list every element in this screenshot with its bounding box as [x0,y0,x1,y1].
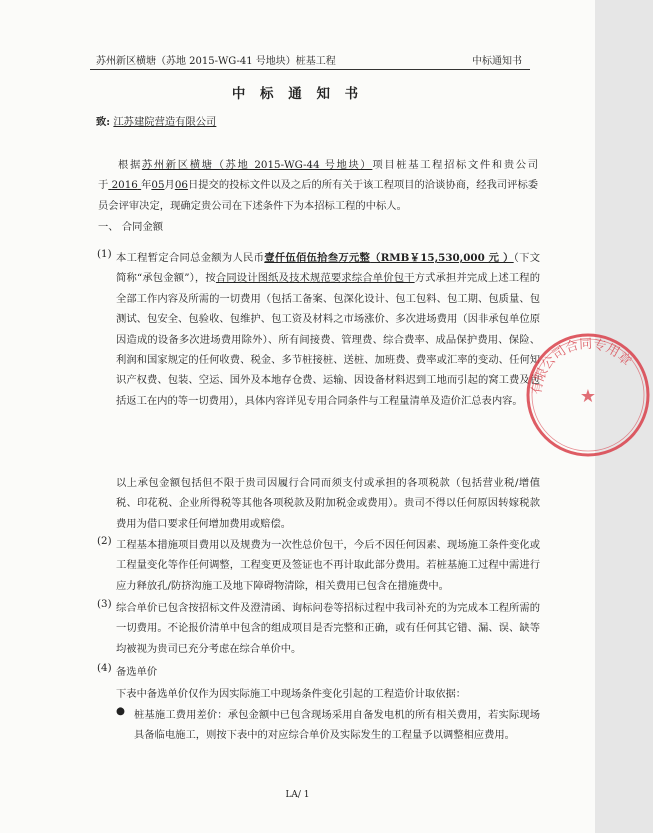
item-4-number: (4) [97,662,112,674]
pricing-basis: 合同设计图纸及技术规范要求综合单价包干 [215,272,415,285]
seal-text: 有限公司合同专用章 [529,336,634,396]
item-1-text: 本工程暂定合同总金额为人民币壹仟伍佰伍拾叁万元整（RMB￥15,530,000 元 ）（下文简称“承包金额”），按合同设计图纸及技术规范要求综合单价包干方式承担并完成上述工程的全部工作内容及所需的一切费用（包括工备案、包深化设计、包工包料、包工期、包质量、包测试、包安全、包验收、包维护、包工资及材料之市场涨价、多次进场费用（因非承包单位原因造成的设备多次进场费用除外）、所有间接费、管理费、综合费率、成品保护费用、保险、利润和国家规定的任何收费、税金、多节桩接桩、送桩、加班费、费率或汇率的变动、任何知识产权费、包装、空运、国外及本地存仓费、运输、因设备材料迟到工地而引起的窝工费及包括返工在内的等一切费用），具体内容详见专用合同条件与工程量清单及造价汇总表内容。 [116,252,540,407]
item-2-number: (2) [97,535,112,547]
recipient-line [96,113,216,128]
intro-year: 2016 [111,179,138,192]
bullet-icon: ● [116,705,125,717]
amount-chinese: 壹仟伍佰伍拾叁万元整 [264,252,371,264]
header-project: 苏州新区横塘（苏地 2015-WG-41 号地块）桩基工程 [96,56,336,67]
intro-paragraph: 根据苏州新区横塘（苏地 2015-WG-44 号地块）项目桩基工程招标文件和贵公司于 2016 年05月06日提交的投标文件以及之后的所有关于该工程项目的洽谈协商，经我司评标委员会评审决定，现确定贵公司在下述条件下为本招标工程的中标人。 [98,159,539,212]
header-doc-type: 中标通知书 [472,56,522,67]
bullet-text: 桩基施工费用差价：承包金额中已包含现场采用自备发电机的所有相关费用，若实际现场具备临电施工，则按下表中的对应综合单价及实际发生的工程量予以调整相应费用。 [134,709,540,742]
intro-month: 05 [151,179,165,192]
item-1-tax-note: 以上承包金额包括但不限于贵司因履行合同而须支付或承担的各项税款（包括营业税/增值税、印花税、企业所得税等其他各项税款及附加税金或费用）。贵司不得以任何原因转嫁税款费用为借口要求任何增加费用或赔偿。 [116,477,540,530]
company-seal-stamp [523,330,653,460]
item-4-heading: 备选单价 [116,666,158,678]
recipient-label: 致: [96,116,111,128]
page-footer: LA/ 1 [285,790,310,800]
item-4-description: 下表中备选单价仅作为因实际施工中现场条件变化引起的工程造价计取依据： [116,688,467,700]
intro-project: 苏州新区横塘（苏地 2015-WG-44 号地块） [141,159,373,171]
recipient-name: 江苏建院营造有限公司 [113,116,217,128]
section-heading: 一、 合同金额 [98,221,164,233]
item-3-text: 综合单价已包含按招标文件及澄清函、询标问卷等招标过程中我司补充的为完成本工程所需的一切费用。不论报价清单中包含的组成项目是否完整和正确，或有任何其它错、漏、误、缺等均被视为贵司已充分考虑在综合单价中。 [116,602,540,655]
intro-day: 06 [174,179,188,192]
seal-star-icon: ★ [579,386,597,407]
header-divider [90,69,530,70]
page-title: 中 标 通 知 书 [231,86,364,102]
amount-number: （RMB￥15,530,000 元 ） [370,252,514,264]
item-1-number: (1) [97,248,112,260]
item-2-text: 工程基本措施项目费用以及规费为一次性总价包干，今后不因任何因素、现场施工条件变化或工程量变化等作任何调整，工程变更及签证也不再计取此部分费用。若桩基施工过程中需进行应力释放孔/防挤沟施工及地下障碍物清除，相关费用已包含在措施费中。 [116,539,540,592]
item-3-number: (3) [97,598,112,610]
